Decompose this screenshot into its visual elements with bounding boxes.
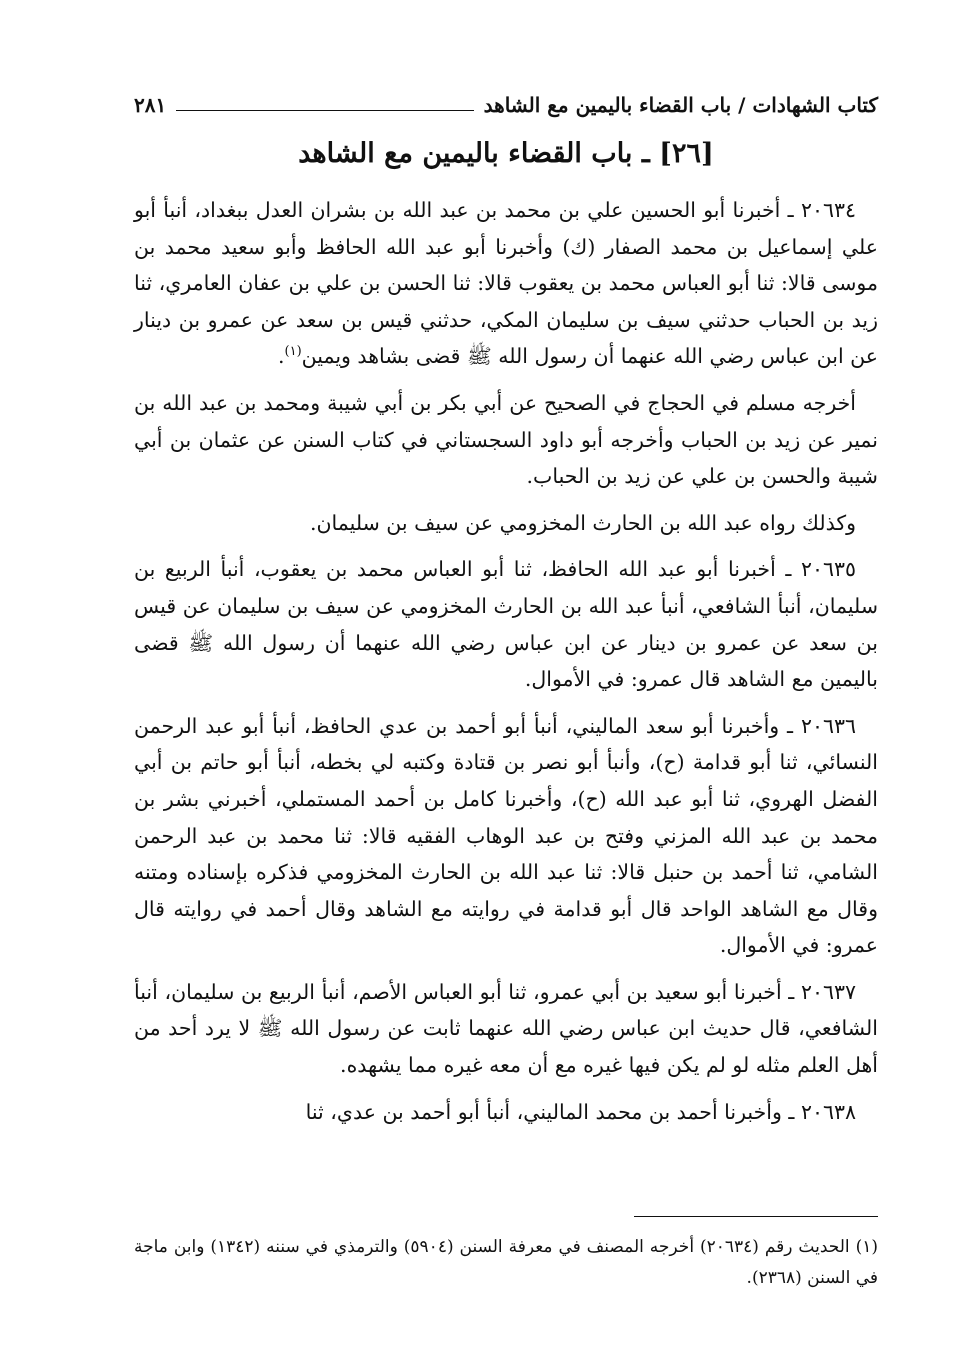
commentary-paragraph: وكذلك رواه عبد الله بن الحارث المخزومي عن سيف بن سليمان.	[309, 510, 856, 535]
hadith-paragraph: ٢٠٦٣٥ ـ أخبرنا أبو عبد الله الحافظ، ثنا أبو العباس محمد بن يعقوب، أنبأ الربيع بن سليمان، أنبأ الشافعي، أنبأ عبد الله بن الحارث المخزومي عن سيف بن سليمان عن قيس بن سعد عن عمرو بن دينار عن ابن عباس رضي الله عنهما أن رسول الله ﷺ قضى باليمين مع الشاهد قال عمرو: في الأموال.	[134, 557, 878, 692]
header-rule	[176, 110, 473, 111]
hadith-paragraph: ٢٠٦٣٨ ـ وأخبرنا أحمد بن محمد الماليني، أنبأ أبو أحمد بن عدي، ثنا	[305, 1099, 856, 1124]
hadith-paragraph: ٢٠٦٣٧ ـ أخبرنا أبو سعيد بن أبي عمرو، ثنا أبو العباس الأصم، أنبأ الربيع بن سليمان، أنبأ الشافعي، قال حديث ابن عباس رضي الله عنهما ثابت عن رسول الله ﷺ لا يرد أحد من أهل العلم مثله لو لم يكن فيها غيره مع أن معه غيره مما يشهده.	[134, 979, 878, 1078]
section-title: [٢٦] ـ باب القضاء باليمين مع الشاهد	[298, 138, 714, 169]
hadith-paragraph	[134, 192, 878, 375]
hadith-paragraph: ٢٠٦٣٦ ـ وأخبرنا أبو سعد الماليني، أنبأ أبو أحمد بن عدي الحافظ، أنبأ أبو عبد الرحمن النسائي، ثنا أبو قدامة (ح)، وأنبأ أبو نصر بن قتادة وكتبه لي بخطه، أنبأ أبو حاتم بن أبي الفضل الهروي، ثنا أبو عبد الله (ح)، وأخبرنا كامل بن أحمد المستملي، أخبرني بشر بن محمد بن عبد الله المزني وفتح بن عبد الوهاب الفقيه قالا: ثنا محمد بن عبد الرحمن الشامي، ثنا أحمد بن حنبل قالا: ثنا عبد الله بن الحارث المخزومي فذكره بإسناده ومتنه وقال مع الشاهد الواحد قال أبو قدامة في روايته مع الشاهد وقال أحمد في روايته قال عمرو: في الأموال.	[134, 713, 878, 958]
main-text	[134, 192, 878, 1140]
footnote-divider	[634, 1216, 878, 1217]
running-header	[134, 88, 878, 122]
paragraph-text: ٢٠٦٣٤ ـ أخبرنا أبو الحسين علي بن محمد بن عبد الله بن بشران العدل ببغداد، أنبأ أبو علي إسماعيل بن محمد الصفار (ك) وأخبرنا أبو عبد الله الحافظ وأبو سعيد محمد بن موسى قالا: ثنا أبو العباس محمد بن يعقوب قالا: ثنا الحسن بن علي بن عفان العامري، ثنا زيد بن الحباب حدثني سيف بن سليمان المكي، حدثني قيس بن سعد عن عمرو بن دينار عن ابن عباس رضي الله عنهما أن رسول الله ﷺ قضى بشاهد ويمين	[134, 198, 878, 369]
paragraph-tail: .	[278, 344, 285, 369]
page-number: ٢٨١	[134, 93, 167, 117]
footnote-marker[interactable]: (١)	[284, 344, 302, 360]
running-title: كتاب الشهادات / باب القضاء باليمين مع الشاهد	[483, 93, 878, 117]
commentary-paragraph: أخرجه مسلم في الحجاج في الصحيح عن أبي بكر بن أبي شيبة ومحمد بن عبد الله بن نمير عن زيد بن الحباب وأخرجه أبو داود السجستاني في كتاب السنن عن عثمان بن أبي شيبة والحسن بن علي عن زيد بن الحباب.	[134, 390, 878, 489]
footnote: (١) الحديث رقم (٢٠٦٣٤) أخرجه المصنف في معرفة السنن (٥٩٠٤) والترمذي في سننه (١٣٤٢) وابن ماجة في السنن (٢٣٦٨).	[134, 1237, 878, 1288]
